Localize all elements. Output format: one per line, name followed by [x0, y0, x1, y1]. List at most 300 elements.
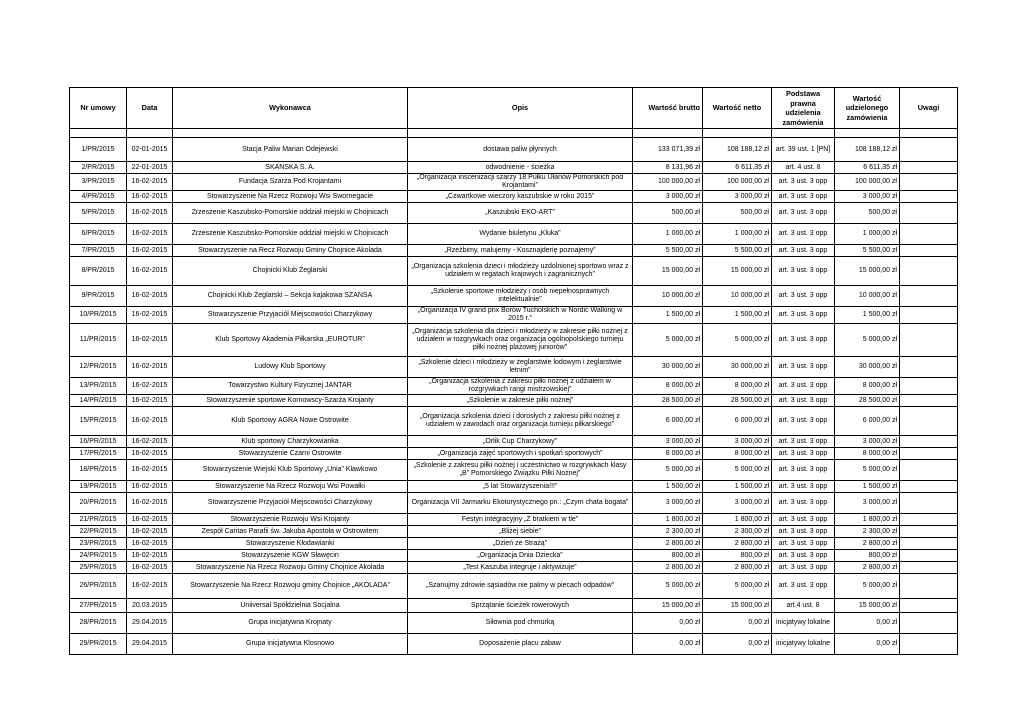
cell-data: 16-02-2015 — [127, 493, 173, 514]
cell-wartosc-brutto: 500,00 zł — [633, 203, 703, 224]
cell-uwagi — [900, 138, 958, 162]
cell-wartosc-brutto: 5 000,00 zł — [633, 324, 703, 357]
cell-data: 16-02-2015 — [127, 562, 173, 574]
table-row — [70, 493, 958, 514]
cell-uwagi — [900, 634, 958, 655]
cell-wartosc-netto: 1 500,00 zł — [703, 307, 772, 324]
cell-data: 16-02-2015 — [127, 307, 173, 324]
cell-wartosc-brutto: 1 000,00 zł — [633, 224, 703, 245]
cell-uwagi — [900, 324, 958, 357]
cell-podstawa-prawna: art. 3 ust. 3 opp — [772, 224, 835, 245]
cell-opis: Festyn integracyjny „Z bratkiem w tle” — [408, 514, 633, 526]
table-row — [70, 481, 958, 493]
cell-wartosc-brutto: 100 000,00 zł — [633, 174, 703, 191]
cell-podstawa-prawna: art. 3 ust. 3 opp — [772, 481, 835, 493]
table-row — [70, 162, 958, 174]
cell-data: 16-02-2015 — [127, 203, 173, 224]
cell-nr-umowy: 17/PR/2015 — [70, 448, 127, 460]
cell-data: 29.04.2015 — [127, 634, 173, 655]
cell-uwagi — [900, 378, 958, 395]
cell-wartosc-brutto: 5 000,00 zł — [633, 574, 703, 599]
cell-nr-umowy: 13/PR/2015 — [70, 378, 127, 395]
cell-podstawa-prawna: inicjatywy lokalne — [772, 634, 835, 655]
cell-uwagi — [900, 448, 958, 460]
cell-wartosc-udzielonego: 8 000,00 zł — [835, 448, 900, 460]
cell-wykonawca: Fundacja Szarża Pod Krojantami — [173, 174, 408, 191]
cell-data: 02-01-2015 — [127, 138, 173, 162]
cell-wartosc-brutto: 1 500,00 zł — [633, 481, 703, 493]
cell-wykonawca: Zespół Caritas Parafii św. Jakuba Apostoła w Ostrowitem — [173, 526, 408, 538]
cell-wartosc-netto: 800,00 zł — [703, 550, 772, 562]
cell-data: 16-02-2015 — [127, 574, 173, 599]
cell-wartosc-udzielonego: 6 000,00 zł — [835, 407, 900, 436]
cell-nr-umowy: 8/PR/2015 — [70, 257, 127, 286]
cell-uwagi — [900, 245, 958, 257]
cell-opis: „Dzień ze Strażą” — [408, 538, 633, 550]
cell-data: 16-02-2015 — [127, 550, 173, 562]
cell-uwagi — [900, 562, 958, 574]
cell-wartosc-netto: 3 000,00 zł — [703, 493, 772, 514]
cell-opis: „Organizacja Dnia Dziecka” — [408, 550, 633, 562]
cell-uwagi — [900, 307, 958, 324]
cell-wykonawca: Uniiversal Spółdzielnia Socjalna — [173, 599, 408, 613]
cell-opis: „Orlik Cup Charzykowy” — [408, 436, 633, 448]
cell-wykonawca: Stowarzyszenie Na Rzecz Rozwoju Wsi Swornegacie — [173, 191, 408, 203]
cell-wartosc-brutto: 133 071,39 zł — [633, 138, 703, 162]
header-opis: Opis — [408, 88, 633, 129]
cell-opis: Siłownia pod chmurką — [408, 613, 633, 634]
cell-wartosc-brutto: 8 000,00 zł — [633, 378, 703, 395]
cell-wykonawca: Stowarzyszenie KGW Sławęcin — [173, 550, 408, 562]
cell-uwagi — [900, 257, 958, 286]
table-row — [70, 224, 958, 245]
cell-wartosc-udzielonego: 15 000,00 zł — [835, 599, 900, 613]
cell-podstawa-prawna: art. 3 ust. 3 opp — [772, 174, 835, 191]
cell-nr-umowy: 9/PR/2015 — [70, 286, 127, 307]
cell-wartosc-brutto: 800,00 zł — [633, 550, 703, 562]
cell-opis: „Czwartkowe wieczory kaszubskie w roku 2015” — [408, 191, 633, 203]
cell-podstawa-prawna: art. 3 ust. 3 opp — [772, 436, 835, 448]
cell-wartosc-netto: 3 000,00 zł — [703, 191, 772, 203]
cell-opis: „Rzeźbimy, malujemy - Kosznajderię poznajemy” — [408, 245, 633, 257]
table-row — [70, 286, 958, 307]
cell-uwagi — [900, 224, 958, 245]
cell-opis: „Organizacja szkolenia dzieci i dorosłych z zakresu piłki nożnej z udziałem w zawodach oraz organizacja turnieju piłkarskiego” — [408, 407, 633, 436]
cell-wykonawca: Chojnicki Klub Żeglarski – Sekcja kajakowa SZANSA — [173, 286, 408, 307]
cell-nr-umowy: 20/PR/2015 — [70, 493, 127, 514]
cell-wykonawca: Stowarzyszenie Na Rzecz Rozwoju Gminy Chojnice Akolada — [173, 562, 408, 574]
table-row — [70, 613, 958, 634]
cell-wartosc-netto: 100 000,00 zł — [703, 174, 772, 191]
cell-podstawa-prawna: art. 3 ust. 3 opp — [772, 378, 835, 395]
cell-wartosc-udzielonego: 1 500,00 zł — [835, 307, 900, 324]
cell-wykonawca: Ludowy Klub Sportowy — [173, 357, 408, 378]
table-row — [70, 257, 958, 286]
cell-data: 16-02-2015 — [127, 357, 173, 378]
cell-podstawa-prawna: art. 3 ust. 3 opp — [772, 203, 835, 224]
cell-data: 16-02-2015 — [127, 324, 173, 357]
cell-wartosc-brutto: 0,00 zł — [633, 613, 703, 634]
cell-wartosc-udzielonego: 2 300,00 zł — [835, 526, 900, 538]
cell-nr-umowy: 29/PR/2015 — [70, 634, 127, 655]
header-uwagi: Uwagi — [900, 88, 958, 129]
cell-nr-umowy: 27/PR/2015 — [70, 599, 127, 613]
cell-wartosc-netto: 0,00 zł — [703, 613, 772, 634]
cell-wartosc-brutto: 6 000,00 zł — [633, 407, 703, 436]
cell-wykonawca: Stacja Paliw Marian Odejewski — [173, 138, 408, 162]
cell-opis: „Organizacja IV grand prix Borów Tucholskich w Nordic Walking w 2015 r.” — [408, 307, 633, 324]
cell-wartosc-brutto: 30 000,00 zł — [633, 357, 703, 378]
cell-wartosc-brutto: 1 800,00 zł — [633, 514, 703, 526]
cell-wartosc-brutto: 8 000,00 zł — [633, 448, 703, 460]
cell-uwagi — [900, 460, 958, 481]
cell-wartosc-brutto: 10 000,00 zł — [633, 286, 703, 307]
contracts-table — [69, 87, 958, 655]
cell-podstawa-prawna: art. 3 ust. 3 opp — [772, 395, 835, 407]
cell-data: 16-02-2015 — [127, 378, 173, 395]
cell-wartosc-udzielonego: 1 500,00 zł — [835, 481, 900, 493]
table-row — [70, 407, 958, 436]
cell-nr-umowy: 28/PR/2015 — [70, 613, 127, 634]
cell-data: 16-02-2015 — [127, 286, 173, 307]
cell-opis: „Szanujmy zdrowie sąsiadów nie palmy w piecach odpadów” — [408, 574, 633, 599]
cell-data: 16-02-2015 — [127, 257, 173, 286]
cell-podstawa-prawna: art. 39 ust. 1 [PN] — [772, 138, 835, 162]
cell-podstawa-prawna: art. 3 ust. 3 opp — [772, 257, 835, 286]
cell-podstawa-prawna: inicjatywy lokalne — [772, 613, 835, 634]
table-body — [70, 129, 958, 655]
table-row — [70, 538, 958, 550]
cell-data: 16-02-2015 — [127, 538, 173, 550]
cell-wartosc-udzielonego: 8 000,00 zł — [835, 378, 900, 395]
header-wartosc-brutto: Wartość brutto — [633, 88, 703, 129]
table-row — [70, 574, 958, 599]
cell-wartosc-brutto: 2 800,00 zł — [633, 562, 703, 574]
cell-wartosc-udzielonego: 1 000,00 zł — [835, 224, 900, 245]
cell-wartosc-netto: 6 000,00 zł — [703, 407, 772, 436]
cell-nr-umowy: 19/PR/2015 — [70, 481, 127, 493]
cell-opis: „Szkolenie sportowe młodzieży i osób niepełnosprawnych intelektualnie” — [408, 286, 633, 307]
cell-podstawa-prawna: art. 3 ust. 3 opp — [772, 307, 835, 324]
cell-wartosc-brutto: 5 500,00 zł — [633, 245, 703, 257]
cell-nr-umowy: 2/PR/2015 — [70, 162, 127, 174]
header-wykonawca: Wykonawca — [173, 88, 408, 129]
cell-wykonawca: Klub Sportowy Akademia Piłkarska „EUROTUR” — [173, 324, 408, 357]
cell-wartosc-netto: 2 800,00 zł — [703, 538, 772, 550]
cell-wartosc-udzielonego: 3 000,00 zł — [835, 436, 900, 448]
cell-podstawa-prawna: art. 3 ust. 3 opp — [772, 574, 835, 599]
cell-data: 16-02-2015 — [127, 191, 173, 203]
table-row — [70, 324, 958, 357]
cell-nr-umowy: 6/PR/2015 — [70, 224, 127, 245]
cell-wartosc-udzielonego: 15 000,00 zł — [835, 257, 900, 286]
cell-wartosc-udzielonego: 800,00 zł — [835, 550, 900, 562]
cell-wartosc-netto: 1 000,00 zł — [703, 224, 772, 245]
cell-nr-umowy: 4/PR/2015 — [70, 191, 127, 203]
cell-podstawa-prawna: art. 3 ust. 3 opp — [772, 407, 835, 436]
cell-wykonawca: Stowarzyszenie Na Rzecz Rozwoju gminy Chojnice „AKOLADA” — [173, 574, 408, 599]
cell-opis: dostawa paliw płynnych — [408, 138, 633, 162]
cell-wykonawca: Stowarzyszenie na Recz Rozwoju Gminy Chojnice Akolada — [173, 245, 408, 257]
cell-wykonawca: Stowarzyszenie Czarni Ostrowite — [173, 448, 408, 460]
cell-wartosc-udzielonego: 5 500,00 zł — [835, 245, 900, 257]
table-row — [70, 174, 958, 191]
cell-uwagi — [900, 357, 958, 378]
cell-wartosc-udzielonego: 108 188,12 zł — [835, 138, 900, 162]
table-row — [70, 599, 958, 613]
table-row — [70, 562, 958, 574]
cell-wykonawca: Stowarzyszenie Przyjaciół Miejscowości Charzykowy — [173, 493, 408, 514]
cell-opis: „Organizacja szkolenia z zakresu piłki nożnej z udziałem w rozgrywkach rangi mistrzowskiej” — [408, 378, 633, 395]
table-row — [70, 436, 958, 448]
cell-wartosc-udzielonego: 100 000,00 zł — [835, 174, 900, 191]
cell-nr-umowy: 24/PR/2015 — [70, 550, 127, 562]
cell-opis: „Bliżej siebie” — [408, 526, 633, 538]
cell-wykonawca: Towarzystwo Kultury Fizycznej JANTAR — [173, 378, 408, 395]
cell-wartosc-udzielonego: 1 800,00 zł — [835, 514, 900, 526]
cell-wartosc-brutto: 3 000,00 zł — [633, 493, 703, 514]
header-podstawa-prawna: Podstawa prawna udzielenia zamówienia — [772, 88, 835, 129]
cell-wartosc-netto: 2 800,00 zł — [703, 562, 772, 574]
cell-data: 20.03.2015 — [127, 599, 173, 613]
cell-uwagi — [900, 286, 958, 307]
cell-wartosc-netto: 8 000,00 zł — [703, 448, 772, 460]
cell-uwagi — [900, 574, 958, 599]
cell-wykonawca: Klub Sportowy AGRA Nowe Ostrowite — [173, 407, 408, 436]
cell-data: 16-02-2015 — [127, 245, 173, 257]
table-row — [70, 138, 958, 162]
cell-uwagi — [900, 481, 958, 493]
cell-podstawa-prawna: art. 3 ust. 3 opp — [772, 493, 835, 514]
cell-opis: „Kaszubski EKO-ART” — [408, 203, 633, 224]
cell-wartosc-udzielonego: 3 000,00 zł — [835, 493, 900, 514]
cell-nr-umowy: 18/PR/2015 — [70, 460, 127, 481]
cell-opis: „Organizacja szkolenia dzieci i młodzieży uzdolnionej sportowo wraz z udziałem w regatach krajowych i zagranicznych” — [408, 257, 633, 286]
cell-podstawa-prawna: art. 3 ust. 3 opp — [772, 514, 835, 526]
cell-wartosc-netto: 8 000,00 zł — [703, 378, 772, 395]
table-row — [70, 203, 958, 224]
cell-opis: „Organizacja szkolenia dla dzieci i młodzieży w zakresie piłki nożnej z udziałem w rozgrywkach oraz organizacja ogólnopolskiego turnieju piłki nożnej plażowej juniorów” — [408, 324, 633, 357]
cell-data: 16-02-2015 — [127, 526, 173, 538]
cell-opis: Sprzątanie ścieżek rowerowych — [408, 599, 633, 613]
cell-wartosc-netto: 0,00 zł — [703, 634, 772, 655]
cell-data: 29.04.2015 — [127, 613, 173, 634]
table-row — [70, 191, 958, 203]
cell-podstawa-prawna: art. 3 ust. 3 opp — [772, 562, 835, 574]
cell-wartosc-netto: 1 500,00 zł — [703, 481, 772, 493]
cell-nr-umowy: 5/PR/2015 — [70, 203, 127, 224]
cell-uwagi — [900, 407, 958, 436]
cell-nr-umowy: 10/PR/2015 — [70, 307, 127, 324]
cell-uwagi — [900, 191, 958, 203]
header-wartosc-udzielonego: Wartość udzielonego zamówienia — [835, 88, 900, 129]
cell-wykonawca: Chojnicki Klub Żeglarski — [173, 257, 408, 286]
cell-opis: „Organizacja zajęć sportowych i spotkań sportowych” — [408, 448, 633, 460]
cell-wartosc-netto: 5 000,00 zł — [703, 324, 772, 357]
cell-wartosc-udzielonego: 5 000,00 zł — [835, 574, 900, 599]
cell-wartosc-netto: 10 000,00 zł — [703, 286, 772, 307]
cell-wykonawca: Grupa inicjatywna Klosnowo — [173, 634, 408, 655]
cell-nr-umowy: 25/PR/2015 — [70, 562, 127, 574]
cell-uwagi — [900, 550, 958, 562]
cell-wykonawca: Zrzeszenie Kaszubsko-Pomorskie oddział miejski w Chojnicach — [173, 224, 408, 245]
cell-wartosc-netto: 15 000,00 zł — [703, 599, 772, 613]
cell-wartosc-netto: 28 500,00 zł — [703, 395, 772, 407]
cell-wartosc-brutto: 2 300,00 zł — [633, 526, 703, 538]
cell-wykonawca: Stowarzyszenie Rozwoju Wsi Krojanty — [173, 514, 408, 526]
cell-nr-umowy: 7/PR/2015 — [70, 245, 127, 257]
cell-wartosc-udzielonego: 5 000,00 zł — [835, 324, 900, 357]
cell-nr-umowy: 3/PR/2015 — [70, 174, 127, 191]
cell-uwagi — [900, 613, 958, 634]
cell-wartosc-udzielonego: 10 000,00 zł — [835, 286, 900, 307]
cell-podstawa-prawna: art. 3 ust. 3 opp — [772, 448, 835, 460]
cell-uwagi — [900, 174, 958, 191]
cell-wartosc-brutto: 3 000,00 zł — [633, 436, 703, 448]
cell-podstawa-prawna: art. 3 ust. 3 opp — [772, 245, 835, 257]
cell-wartosc-udzielonego: 2 800,00 zł — [835, 538, 900, 550]
table-row — [70, 460, 958, 481]
cell-podstawa-prawna: art. 4 ust. 8 — [772, 162, 835, 174]
cell-wykonawca: Stowarzyszenie sportowe Kornowscy-Szarża Krojanty — [173, 395, 408, 407]
cell-wartosc-netto: 5 500,00 zł — [703, 245, 772, 257]
cell-wartosc-netto: 5 000,00 zł — [703, 460, 772, 481]
cell-podstawa-prawna: art. 3 ust. 3 opp — [772, 357, 835, 378]
cell-uwagi — [900, 599, 958, 613]
cell-uwagi — [900, 203, 958, 224]
cell-wartosc-udzielonego: 2 800,00 zł — [835, 562, 900, 574]
cell-wartosc-udzielonego: 5 000,00 zł — [835, 460, 900, 481]
cell-nr-umowy: 15/PR/2015 — [70, 407, 127, 436]
table-row — [70, 550, 958, 562]
cell-uwagi — [900, 538, 958, 550]
cell-wartosc-brutto: 1 500,00 zł — [633, 307, 703, 324]
cell-wartosc-udzielonego: 500,00 zł — [835, 203, 900, 224]
cell-nr-umowy: 23/PR/2015 — [70, 538, 127, 550]
header-data: Data — [127, 88, 173, 129]
cell-opis: „Szkolenie dzieci i młodzieży w żeglarstwie lodowym i żeglarstwie letnim” — [408, 357, 633, 378]
cell-wartosc-brutto: 28 500,00 zł — [633, 395, 703, 407]
cell-nr-umowy: 26/PR/2015 — [70, 574, 127, 599]
cell-wartosc-brutto: 5 000,00 zł — [633, 460, 703, 481]
cell-wartosc-udzielonego: 3 000,00 zł — [835, 191, 900, 203]
cell-wartosc-netto: 6 611,35 zł — [703, 162, 772, 174]
cell-nr-umowy: 12/PR/2015 — [70, 357, 127, 378]
cell-wartosc-brutto: 15 000,00 zł — [633, 599, 703, 613]
cell-wartosc-netto: 5 000,00 zł — [703, 574, 772, 599]
cell-data: 16-02-2015 — [127, 514, 173, 526]
cell-wartosc-netto: 30 000,00 zł — [703, 357, 772, 378]
cell-uwagi — [900, 526, 958, 538]
cell-wykonawca: Stowarzyszenie Wiejski Klub Sportowy „Unia” Klawkowo — [173, 460, 408, 481]
cell-wykonawca: SKANSKA S. A. — [173, 162, 408, 174]
cell-wartosc-brutto: 0,00 zł — [633, 634, 703, 655]
cell-wykonawca: Stowarzyszenie Na Rzecz Rozwoju Wsi Powałki — [173, 481, 408, 493]
cell-wartosc-netto: 15 000,00 zł — [703, 257, 772, 286]
cell-wartosc-netto: 3 000,00 zł — [703, 436, 772, 448]
cell-uwagi — [900, 162, 958, 174]
cell-wartosc-netto: 500,00 zł — [703, 203, 772, 224]
cell-nr-umowy: 21/PR/2015 — [70, 514, 127, 526]
table-row — [70, 245, 958, 257]
header-wartosc-netto: Wartość netto — [703, 88, 772, 129]
table-row — [70, 378, 958, 395]
cell-data: 22-01-2015 — [127, 162, 173, 174]
cell-nr-umowy: 1/PR/2015 — [70, 138, 127, 162]
cell-uwagi — [900, 436, 958, 448]
cell-wartosc-brutto: 8 131,96 zł — [633, 162, 703, 174]
cell-podstawa-prawna: art.4 ust. 8 — [772, 599, 835, 613]
cell-nr-umowy: 16/PR/2015 — [70, 436, 127, 448]
cell-podstawa-prawna: art. 3 ust. 3 opp — [772, 286, 835, 307]
header-row — [70, 88, 958, 129]
cell-wykonawca: Stowarzyszenie Przyjaciół Miejscowości Charzykowy — [173, 307, 408, 324]
table-row — [70, 357, 958, 378]
table-row — [70, 307, 958, 324]
cell-nr-umowy: 11/PR/2015 — [70, 324, 127, 357]
cell-data: 16-02-2015 — [127, 224, 173, 245]
cell-wartosc-udzielonego: 28 500,00 zł — [835, 395, 900, 407]
cell-opis: „Szkolenie w zakresie piłki nożnej” — [408, 395, 633, 407]
table-row — [70, 526, 958, 538]
cell-wykonawca: Klub sportowy Charzykowianka — [173, 436, 408, 448]
cell-wartosc-udzielonego: 30 000,00 zł — [835, 357, 900, 378]
table-row — [70, 395, 958, 407]
cell-wartosc-netto: 1 800,00 zł — [703, 514, 772, 526]
cell-opis: Doposażenie placu zabaw — [408, 634, 633, 655]
table-row — [70, 514, 958, 526]
cell-wartosc-udzielonego: 0,00 zł — [835, 634, 900, 655]
cell-data: 16-02-2015 — [127, 448, 173, 460]
cell-wykonawca: Grupa inicjatywna Krojnaty — [173, 613, 408, 634]
header-nr-umowy: Nr umowy — [70, 88, 127, 129]
cell-podstawa-prawna: art. 3 ust. 3 opp — [772, 460, 835, 481]
spacer-row — [70, 129, 958, 138]
table-row — [70, 448, 958, 460]
cell-wartosc-netto: 2 300,00 zł — [703, 526, 772, 538]
table-row — [70, 634, 958, 655]
cell-uwagi — [900, 395, 958, 407]
cell-wartosc-udzielonego: 6 611,35 zł — [835, 162, 900, 174]
cell-uwagi — [900, 514, 958, 526]
cell-data: 16-02-2015 — [127, 407, 173, 436]
cell-opis: „Test Kaszuba integruje i aktywizuje” — [408, 562, 633, 574]
cell-wykonawca: Stowarzyszenie Kłodawianki — [173, 538, 408, 550]
cell-opis: „Szkolenie z zakresu piłki nożnej i uczestnictwo w rozgrywkach klasy „B” Pomorskiego Związku Piłki Nożnej” — [408, 460, 633, 481]
cell-data: 16-02-2015 — [127, 481, 173, 493]
cell-data: 16-02-2015 — [127, 395, 173, 407]
cell-opis: „Organizacja inscenizacji szarży 18 Pułku Ułanów Pomorskich pod Krojantami” — [408, 174, 633, 191]
cell-podstawa-prawna: art. 3 ust. 3 opp — [772, 550, 835, 562]
cell-opis: odwodnienie - ścieżka — [408, 162, 633, 174]
cell-nr-umowy: 14/PR/2015 — [70, 395, 127, 407]
cell-data: 16-02-2015 — [127, 174, 173, 191]
cell-podstawa-prawna: art. 3 ust. 3 opp — [772, 538, 835, 550]
cell-wartosc-brutto: 3 000,00 zł — [633, 191, 703, 203]
cell-wartosc-netto: 108 188,12 zł — [703, 138, 772, 162]
cell-data: 16-02-2015 — [127, 436, 173, 448]
cell-nr-umowy: 22/PR/2015 — [70, 526, 127, 538]
cell-wartosc-brutto: 15 000,00 zł — [633, 257, 703, 286]
cell-wartosc-brutto: 2 800,00 zł — [633, 538, 703, 550]
cell-opis: Wydanie biuletynu „Kluka” — [408, 224, 633, 245]
cell-uwagi — [900, 493, 958, 514]
cell-podstawa-prawna: art. 3 ust. 3 opp — [772, 526, 835, 538]
cell-podstawa-prawna: art. 3 ust. 3 opp — [772, 191, 835, 203]
cell-opis: Organizacja VII Jarmarku Ekoturystycznego pn.: „Czym chata bogata” — [408, 493, 633, 514]
cell-opis: „5 lat Stowarzyszenia!!!” — [408, 481, 633, 493]
cell-data: 16-02-2015 — [127, 460, 173, 481]
